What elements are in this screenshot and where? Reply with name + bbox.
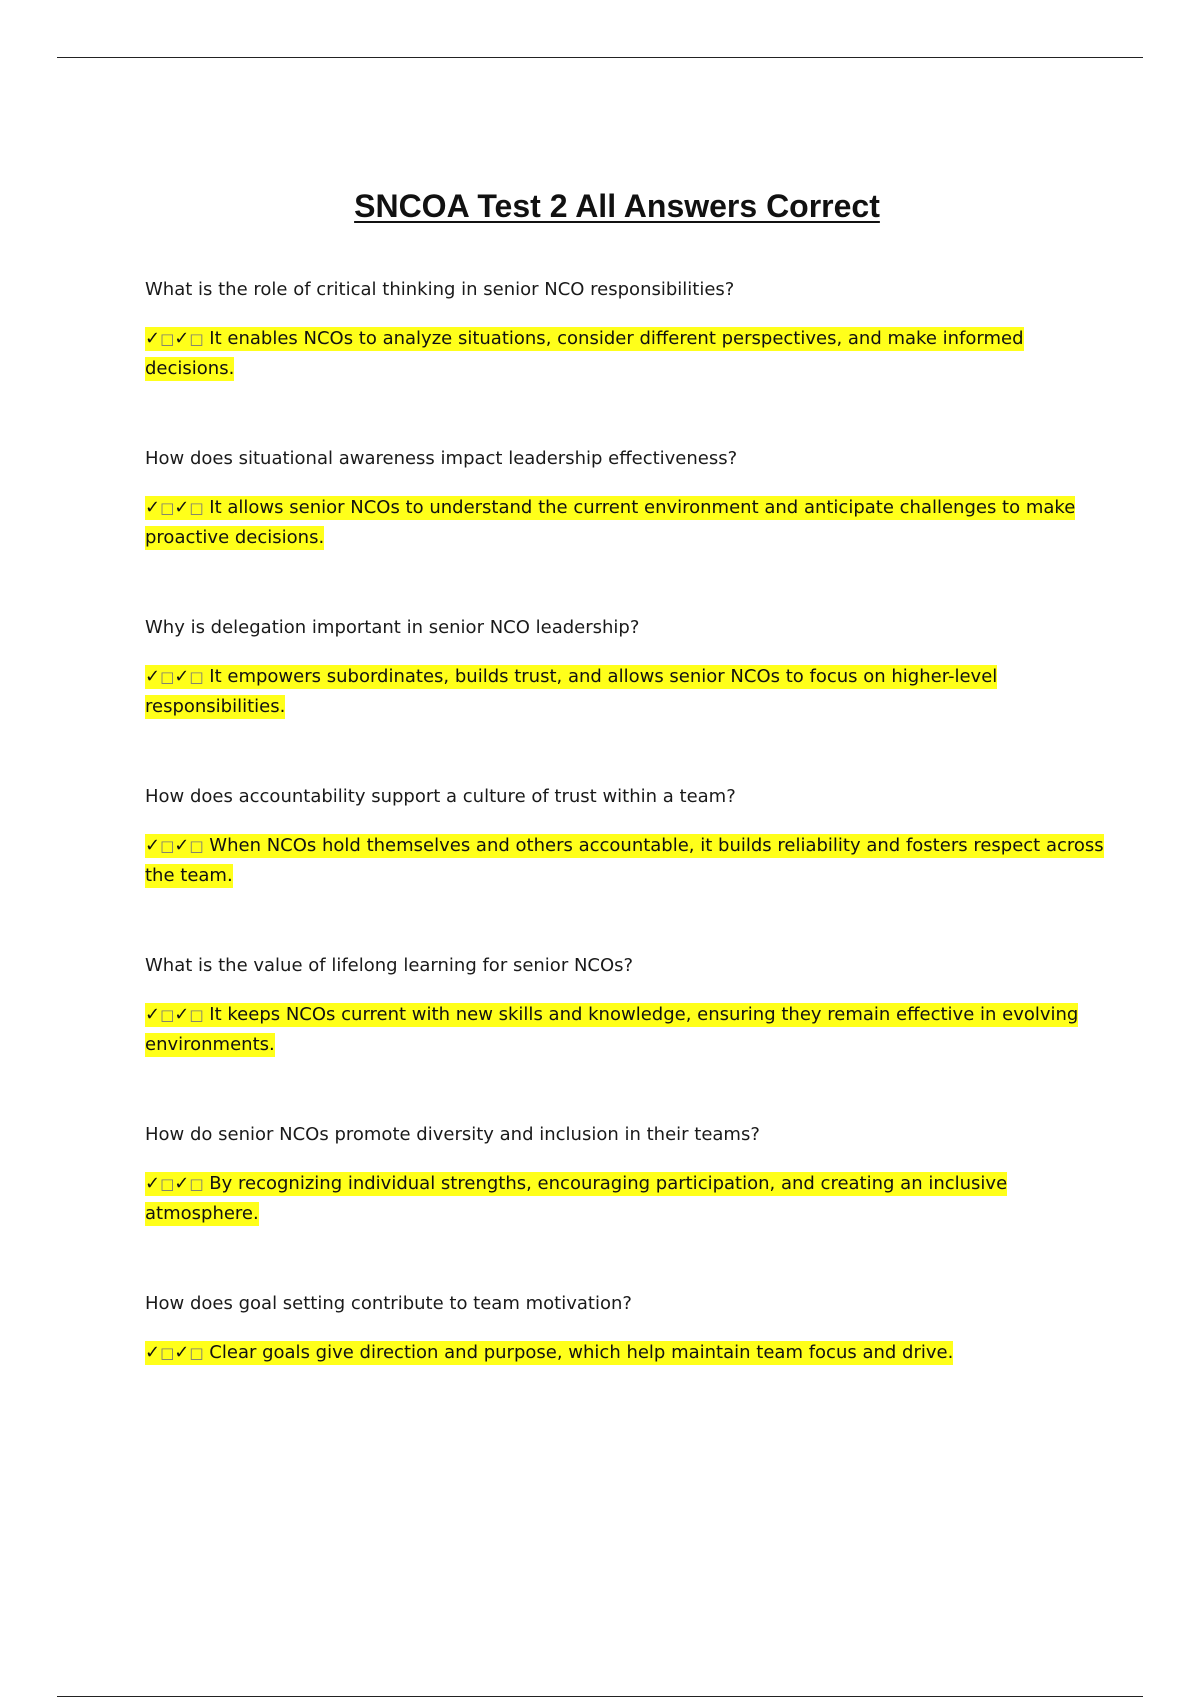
box-icon: □ (189, 837, 204, 855)
qa-item (145, 276, 1105, 445)
checkmark-icon: ✓ (174, 666, 190, 687)
box-icon: □ (189, 499, 204, 517)
box-icon: □ (160, 837, 175, 855)
answer-highlight (145, 665, 997, 719)
box-icon: □ (160, 1006, 175, 1024)
answer-block (145, 831, 1105, 890)
checkmark-icon: ✓ (145, 328, 161, 349)
box-icon: □ (160, 1344, 175, 1362)
checkmark-icon: ✓ (145, 1173, 161, 1194)
qa-item (145, 783, 1105, 952)
qa-list (145, 276, 1105, 1459)
checkmark-icon: ✓ (174, 1173, 190, 1194)
checkmark-icon: ✓ (174, 835, 190, 856)
checkmark-icon: ✓ (145, 1004, 161, 1025)
question-text: How does accountability support a culture of trust within a team? (145, 786, 736, 807)
box-icon: □ (189, 668, 204, 686)
bottom-divider (57, 1696, 1143, 1697)
box-icon: □ (160, 499, 175, 517)
answer-block (145, 1169, 1105, 1228)
answer-highlight (145, 1003, 1078, 1057)
answer-highlight (145, 834, 1104, 888)
answer-text: It allows senior NCOs to understand the current environment and anticipate challenges to make proactive decisions. (145, 497, 1076, 548)
box-icon: □ (189, 1344, 204, 1362)
checkmark-icon: ✓ (174, 1342, 190, 1363)
question-text: Why is delegation important in senior NCO leadership? (145, 617, 640, 638)
checkmark-icon: ✓ (145, 666, 161, 687)
answer-highlight (145, 1341, 953, 1365)
answer-block (145, 493, 1105, 552)
qa-item (145, 952, 1105, 1121)
qa-item (145, 1290, 1105, 1459)
question-text: What is the role of critical thinking in senior NCO responsibilities? (145, 279, 735, 300)
question-text: How does situational awareness impact leadership effectiveness? (145, 448, 738, 469)
answer-text: It enables NCOs to analyze situations, consider different perspectives, and make informed decisions. (145, 328, 1024, 379)
box-icon: □ (160, 1175, 175, 1193)
box-icon: □ (189, 1175, 204, 1193)
answer-text: When NCOs hold themselves and others accountable, it builds reliability and fosters respect across the team. (145, 835, 1104, 886)
answer-highlight (145, 327, 1024, 381)
answer-text: It keeps NCOs current with new skills and knowledge, ensuring they remain effective in evolving environments. (145, 1004, 1079, 1055)
answer-block (145, 324, 1105, 383)
checkmark-icon: ✓ (145, 1342, 161, 1363)
question-text: How does goal setting contribute to team motivation? (145, 1293, 632, 1314)
checkmark-icon: ✓ (145, 497, 161, 518)
top-divider (57, 57, 1143, 58)
checkmark-icon: ✓ (174, 328, 190, 349)
checkmark-icon: ✓ (174, 497, 190, 518)
answer-highlight (145, 1172, 1007, 1226)
box-icon: □ (160, 668, 175, 686)
qa-item (145, 445, 1105, 614)
answer-text: Clear goals give direction and purpose, which help maintain team focus and drive. (209, 1342, 954, 1363)
box-icon: □ (160, 330, 175, 348)
box-icon: □ (189, 330, 204, 348)
checkmark-icon: ✓ (174, 1004, 190, 1025)
answer-text: By recognizing individual strengths, encouraging participation, and creating an inclusive atmosphere. (145, 1173, 1008, 1224)
document-title: SNCOA Test 2 All Answers Correct (354, 188, 880, 224)
answer-text: It empowers subordinates, builds trust, and allows senior NCOs to focus on higher-level responsibilities. (145, 666, 998, 717)
box-icon: □ (189, 1006, 204, 1024)
answer-block (145, 1338, 1105, 1368)
checkmark-icon: ✓ (145, 835, 161, 856)
answer-block (145, 662, 1105, 721)
qa-item (145, 1121, 1105, 1290)
answer-highlight (145, 496, 1075, 550)
question-text: What is the value of lifelong learning for senior NCOs? (145, 955, 634, 976)
question-text: How do senior NCOs promote diversity and inclusion in their teams? (145, 1124, 760, 1145)
answer-block (145, 1000, 1105, 1059)
qa-item (145, 614, 1105, 783)
